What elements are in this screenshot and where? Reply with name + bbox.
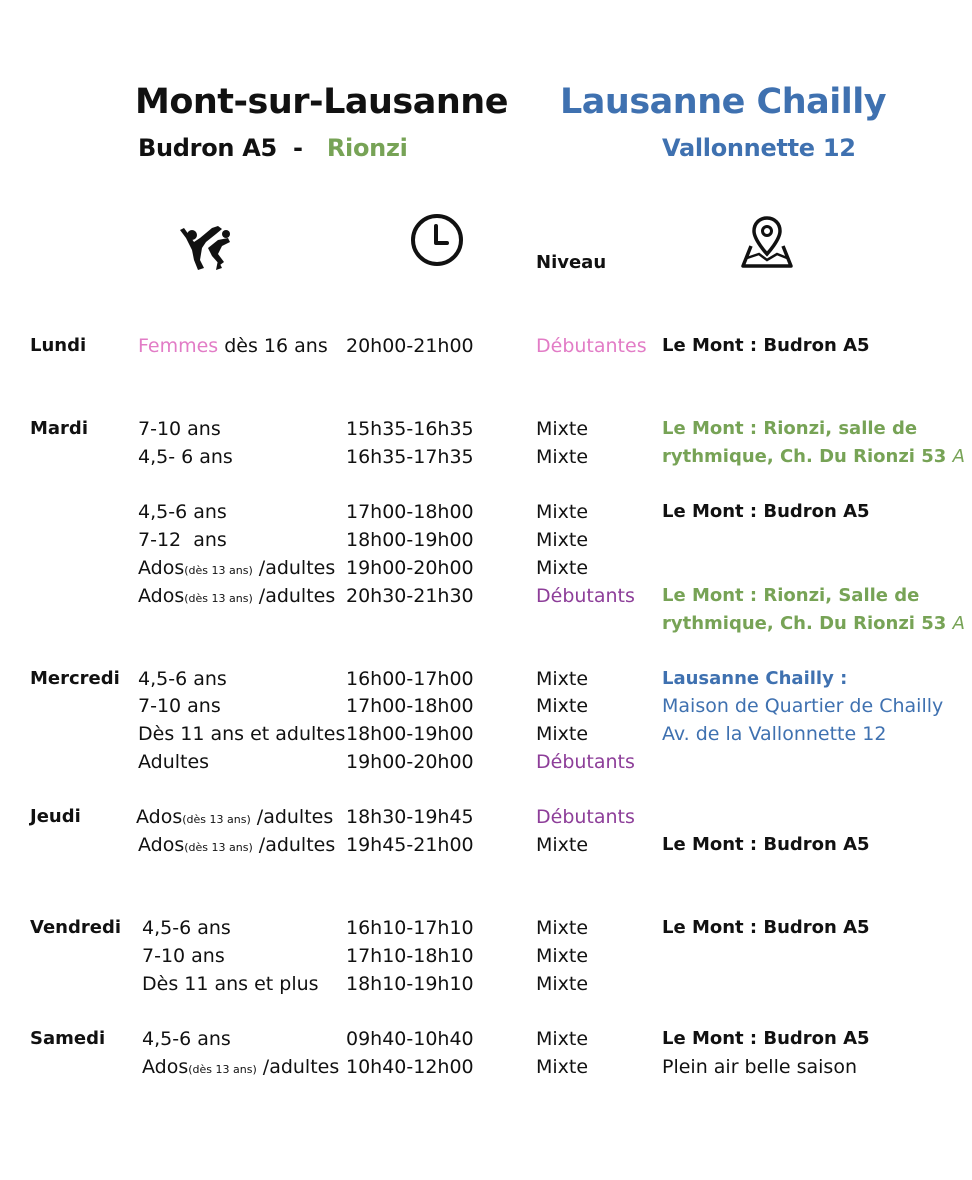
vendredi-time-2: 17h10-18h10: [346, 945, 474, 967]
mardi-time-2: 16h35-17h35: [346, 446, 474, 468]
samedi-time-1: 09h40-10h40: [346, 1028, 474, 1050]
group-ados-age: (dès 13 ans): [184, 592, 253, 605]
mardi-time-6: 20h30-21h30: [346, 585, 474, 607]
mercredi-time-3: 18h00-19h00: [346, 723, 474, 745]
mercredi-level-1: Mixte: [536, 668, 589, 690]
jeudi-level-2: Mixte: [536, 834, 589, 856]
mardi-level-3: Mixte: [536, 501, 589, 523]
group-women: Femmes: [138, 335, 219, 357]
mercredi-group-1: 4,5-6 ans: [138, 668, 227, 690]
samedi-time-2: 10h40-12h00: [346, 1056, 474, 1078]
mardi-level-5: Mixte: [536, 557, 589, 579]
left-title: Mont-sur-Lausanne: [135, 82, 508, 122]
jeudi-time-1: 18h30-19h45: [346, 806, 474, 828]
group-ados: Ados: [136, 806, 183, 828]
jeudi-group-1: [136, 803, 333, 834]
mercredi-place-1: Lausanne Chailly :: [662, 668, 848, 689]
samedi-level-2: Mixte: [536, 1056, 589, 1078]
mardi-time-5: 19h00-20h00: [346, 557, 474, 579]
subtitle-separator: -: [293, 134, 303, 162]
right-subtitle: Vallonnette 12: [662, 134, 856, 162]
vendredi-place-1: Le Mont : Budron A5: [662, 917, 870, 938]
group-ados-age: (dès 13 ans): [184, 564, 253, 577]
mardi-level-1: Mixte: [536, 418, 589, 440]
budron-label: Budron A5: [138, 134, 277, 162]
mercredi-time-4: 19h00-20h00: [346, 751, 474, 773]
day-samedi: Samedi: [30, 1028, 106, 1049]
day-jeudi: Jeudi: [30, 806, 81, 827]
group-age: dès 16 ans: [218, 335, 328, 357]
mardi-group-5: [138, 554, 335, 585]
day-mercredi: Mercredi: [30, 668, 120, 689]
vendredi-level-2: Mixte: [536, 945, 589, 967]
day-mardi: Mardi: [30, 418, 88, 439]
jeudi-group-2: [138, 831, 335, 862]
lundi-time: 20h00-21h00: [346, 335, 474, 357]
lundi-level: Débutantes: [536, 335, 647, 357]
group-adultes: /adultes: [250, 806, 334, 828]
group-ados-age: (dès 13 ans): [188, 1063, 257, 1076]
group-adultes: /adultes: [252, 834, 336, 856]
mardi-level-2: Mixte: [536, 446, 589, 468]
mercredi-level-4: Débutants: [536, 751, 635, 773]
mercredi-group-2: 7-10 ans: [138, 695, 221, 717]
vendredi-level-3: Mixte: [536, 973, 589, 995]
group-ados: Ados: [138, 834, 185, 856]
right-title: Lausanne Chailly: [560, 82, 887, 122]
mardi-place-1: Le Mont : Rionzi, salle de: [662, 418, 918, 439]
mardi-group-6: [138, 582, 335, 613]
vendredi-group-3: Dès 11 ans et plus: [142, 973, 319, 995]
mardi-level-6: Débutants: [536, 585, 635, 607]
samedi-group-1: 4,5-6 ans: [142, 1028, 231, 1050]
group-adultes: /adultes: [256, 1056, 340, 1078]
vendredi-level-1: Mixte: [536, 917, 589, 939]
mardi-place-7-text: rythmique, Ch. Du Rionzi 53: [662, 613, 947, 634]
map-pin-icon: [737, 214, 797, 270]
mardi-place-2-suffix: A: [952, 446, 965, 467]
mardi-time-4: 18h00-19h00: [346, 529, 474, 551]
mardi-place-2: [662, 443, 965, 471]
jeudi-time-2: 19h45-21h00: [346, 834, 474, 856]
samedi-place-2: Plein air belle saison: [662, 1056, 857, 1078]
group-ados-age: (dès 13 ans): [184, 841, 253, 854]
samedi-group-2: [142, 1053, 339, 1084]
vendredi-group-2: 7-10 ans: [142, 945, 225, 967]
mardi-time-3: 17h00-18h00: [346, 501, 474, 523]
vendredi-time-3: 18h10-19h10: [346, 973, 474, 995]
lundi-group: [138, 332, 328, 360]
mardi-place-7-suffix: A: [952, 613, 965, 634]
mardi-place-2-text: rythmique, Ch. Du Rionzi 53: [662, 446, 947, 467]
level-column-header: Niveau: [536, 252, 607, 273]
mercredi-time-1: 16h00-17h00: [346, 668, 474, 690]
group-adultes: /adultes: [252, 585, 336, 607]
lundi-place: Le Mont : Budron A5: [662, 335, 870, 356]
mardi-group-2: 4,5- 6 ans: [138, 446, 233, 468]
group-ados: Ados: [138, 557, 185, 579]
mardi-group-4: 7-12 ans: [138, 529, 227, 551]
group-ados: Ados: [142, 1056, 189, 1078]
jeudi-place-2: Le Mont : Budron A5: [662, 834, 870, 855]
mardi-place-7: [662, 610, 965, 638]
mercredi-group-3: Dès 11 ans et adultes: [138, 723, 346, 745]
day-lundi: Lundi: [30, 335, 87, 356]
mardi-group-1: 7-10 ans: [138, 418, 221, 440]
rionzi-label: Rionzi: [326, 134, 408, 162]
vendredi-group-1: 4,5-6 ans: [142, 917, 231, 939]
mercredi-place-2: Maison de Quartier de Chailly: [662, 695, 944, 717]
day-vendredi: Vendredi: [30, 917, 121, 938]
vendredi-time-1: 16h10-17h10: [346, 917, 474, 939]
clock-icon: [409, 212, 465, 268]
group-adultes: /adultes: [252, 557, 336, 579]
mercredi-level-3: Mixte: [536, 723, 589, 745]
mercredi-level-2: Mixte: [536, 695, 589, 717]
jeudi-level-1: Débutants: [536, 806, 635, 828]
mardi-group-3: 4,5-6 ans: [138, 501, 227, 523]
mardi-place-3: Le Mont : Budron A5: [662, 501, 870, 522]
mardi-time-1: 15h35-16h35: [346, 418, 474, 440]
mercredi-time-2: 17h00-18h00: [346, 695, 474, 717]
mardi-place-6: Le Mont : Rionzi, Salle de: [662, 585, 920, 606]
group-ados-age: (dès 13 ans): [182, 813, 251, 826]
mercredi-place-3: Av. de la Vallonnette 12: [662, 723, 887, 745]
samedi-place-1: Le Mont : Budron A5: [662, 1028, 870, 1049]
group-ados: Ados: [138, 585, 185, 607]
samedi-level-1: Mixte: [536, 1028, 589, 1050]
capoeira-kick-icon: [178, 224, 236, 274]
mardi-level-4: Mixte: [536, 529, 589, 551]
left-subtitle: [138, 134, 408, 162]
mercredi-group-4: Adultes: [138, 751, 210, 773]
